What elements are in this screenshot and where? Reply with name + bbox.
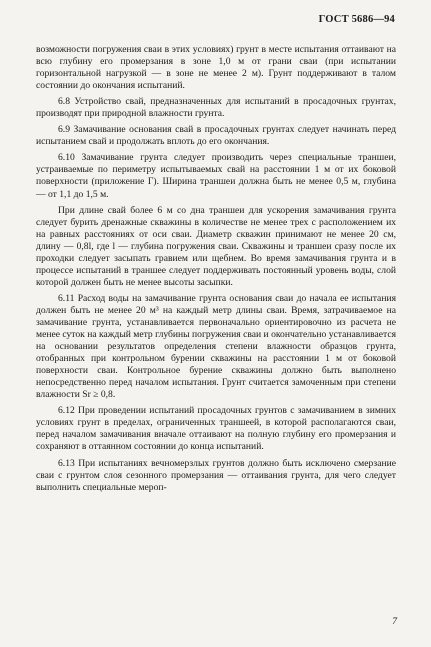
paragraph-6-9: 6.9 Замачивание основания свай в просадочных грунтах следует начинать перед испытанием свай и продолжать вплоть до его окончания. <box>36 124 396 148</box>
document-body <box>36 44 396 498</box>
paragraph-6-10-drainage: При длине свай более 6 м со дна траншеи для ускорения замачивания грунта следует бурить дренажные скважины в количестве не менее трех с расположением их на равных расстояниях от оси сваи. Диаметр скважин принимают не менее 20 см, длину — 0,8l, где l — глубина погружения сваи. Скважины и траншеи сразу после их проходки следует засыпать гравием или щебнем. Во время замачивания грунта и в процессе испытаний в траншее следует поддерживать постоянный уровень воды, слой которой должен быть не менее высоты засыпки. <box>36 204 396 288</box>
page-number: 7 <box>392 616 397 627</box>
paragraph-6-12: 6.12 При проведении испытаний просадочных грунтов с замачиванием в зимних условиях грунт в пределах, ограниченных траншеей, в которой располагаются сваи, перед началом замачивания вначале оттаивают на полную глубину его промерзания и сохраняют в оттаянном состоянии до конца испытаний. <box>36 405 396 453</box>
paragraph-6-8: 6.8 Устройство свай, предназначенных для испытаний в просадочных грунтах, производят при природной влажности грунта. <box>36 96 396 120</box>
paragraph-continuation: возможности погружения сваи в этих условиях) грунт в месте испытания оттаивают на всю глубину его промерзания в зоне 1,0 м от грани сваи (при испытании горизонтальной нагрузкой — в зоне не менее 2 м). Грунт поддерживают в талом состоянии до окончания испытаний. <box>36 44 396 92</box>
standard-header: ГОСТ 5686—94 <box>318 14 395 25</box>
paragraph-6-13: 6.13 При испытаниях вечномерзлых грунтов должно быть исключено смерзание сваи с грунтом слоя сезонного промерзания — оттаивания грунта, для чего следует выполнить специальные мероп- <box>36 457 396 493</box>
paragraph-6-11: 6.11 Расход воды на замачивание грунта основания сваи до начала ее испытания должен быть не менее 20 м³ на каждый метр длины сваи. Время, затрачиваемое на замачивание грунта, устанавливается первоначально ориентировочно из расчета не менее суток на каждый метр глубины погружения сваи и окончательно устанавливается на основании результатов определения степени влажности образцов грунта, отобранных при контрольном бурении скважины на расстоянии 1 м от боковой поверхности сваи. Контрольное бурение скважины должно быть выполнено непосредственно перед началом испытания. Грунт считается замоченным при степени влажности Sr ≥ 0,8. <box>36 292 396 401</box>
paragraph-6-10: 6.10 Замачивание грунта следует производить через специальные траншеи, устраиваемые по периметру испытываемых свай на расстоянии 1 м от их боковой поверхности (приложение Г). Ширина траншеи должна быть не менее 0,5 м, глубина — от 1,1 до 1,5 м. <box>36 152 396 200</box>
